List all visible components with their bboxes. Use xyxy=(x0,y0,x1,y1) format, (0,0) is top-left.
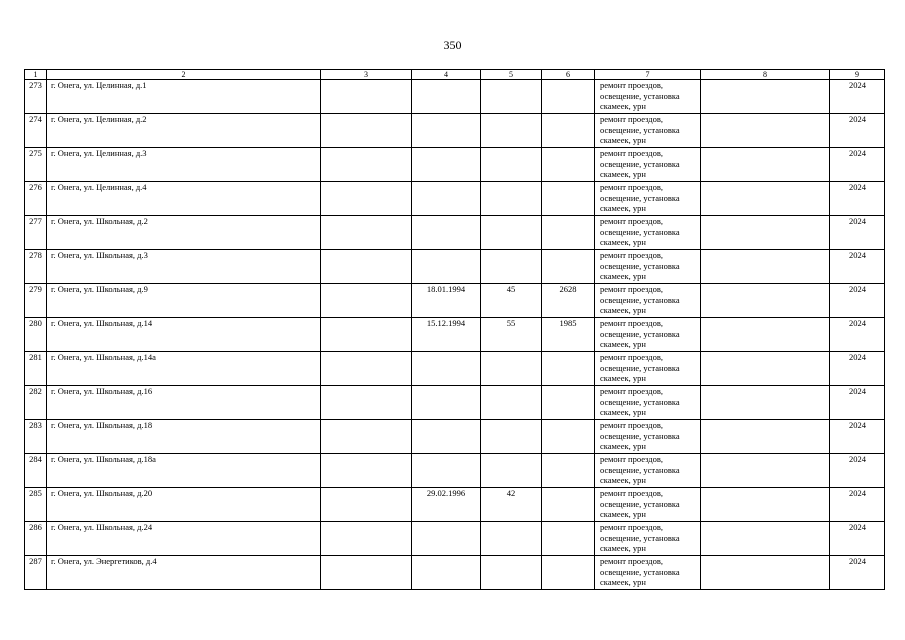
column-8-cell xyxy=(701,80,830,114)
column-6-cell xyxy=(542,250,595,284)
work-description-cell: ремонт проездов, освещение, установка скамеек, урн xyxy=(595,488,701,522)
table-row xyxy=(25,352,885,386)
column-3-cell xyxy=(321,148,412,182)
date-cell xyxy=(412,454,481,488)
date-cell: 18.01.1994 xyxy=(412,284,481,318)
work-description-cell: ремонт проездов, освещение, установка скамеек, урн xyxy=(595,148,701,182)
work-description-cell: ремонт проездов, освещение, установка скамеек, урн xyxy=(595,420,701,454)
year-cell: 2024 xyxy=(830,386,885,420)
year-cell: 2024 xyxy=(830,250,885,284)
date-cell xyxy=(412,352,481,386)
work-description-cell: ремонт проездов, освещение, установка скамеек, урн xyxy=(595,352,701,386)
column-8-cell xyxy=(701,284,830,318)
column-5-cell xyxy=(481,352,542,386)
column-header: 1 xyxy=(25,70,47,80)
row-number: 277 xyxy=(25,216,47,250)
column-8-cell xyxy=(701,182,830,216)
column-header: 2 xyxy=(47,70,321,80)
column-5-cell xyxy=(481,522,542,556)
column-5-cell xyxy=(481,182,542,216)
table-row xyxy=(25,216,885,250)
row-number: 280 xyxy=(25,318,47,352)
column-header: 6 xyxy=(542,70,595,80)
work-description-cell: ремонт проездов, освещение, установка скамеек, урн xyxy=(595,114,701,148)
table-row xyxy=(25,182,885,216)
row-number: 273 xyxy=(25,80,47,114)
date-cell: 29.02.1996 xyxy=(412,488,481,522)
column-8-cell xyxy=(701,318,830,352)
column-5-cell: 45 xyxy=(481,284,542,318)
date-cell: 15.12.1994 xyxy=(412,318,481,352)
column-3-cell xyxy=(321,352,412,386)
header-row xyxy=(25,70,885,80)
work-description-cell: ремонт проездов, освещение, установка скамеек, урн xyxy=(595,80,701,114)
address-cell: г. Онега, ул. Школьная, д.3 xyxy=(47,250,321,284)
column-6-cell xyxy=(542,352,595,386)
table-row xyxy=(25,80,885,114)
column-5-cell xyxy=(481,420,542,454)
address-cell: г. Онега, ул. Школьная, д.24 xyxy=(47,522,321,556)
date-cell xyxy=(412,250,481,284)
address-cell: г. Онега, ул. Школьная, д.14а xyxy=(47,352,321,386)
address-cell: г. Онега, ул. Целинная, д.3 xyxy=(47,148,321,182)
column-6-cell xyxy=(542,114,595,148)
column-3-cell xyxy=(321,522,412,556)
table-row xyxy=(25,284,885,318)
table-row xyxy=(25,522,885,556)
row-number: 285 xyxy=(25,488,47,522)
column-3-cell xyxy=(321,284,412,318)
year-cell: 2024 xyxy=(830,80,885,114)
row-number: 287 xyxy=(25,556,47,590)
column-6-cell xyxy=(542,522,595,556)
column-3-cell xyxy=(321,250,412,284)
date-cell xyxy=(412,386,481,420)
work-description-cell: ремонт проездов, освещение, установка скамеек, урн xyxy=(595,522,701,556)
column-8-cell xyxy=(701,488,830,522)
year-cell: 2024 xyxy=(830,454,885,488)
address-cell: г. Онега, ул. Целинная, д.4 xyxy=(47,182,321,216)
column-5-cell xyxy=(481,114,542,148)
year-cell: 2024 xyxy=(830,352,885,386)
row-number: 281 xyxy=(25,352,47,386)
work-description-cell: ремонт проездов, освещение, установка скамеек, урн xyxy=(595,454,701,488)
column-5-cell: 42 xyxy=(481,488,542,522)
date-cell xyxy=(412,80,481,114)
date-cell xyxy=(412,182,481,216)
date-cell xyxy=(412,148,481,182)
date-cell xyxy=(412,556,481,590)
column-6-cell xyxy=(542,80,595,114)
address-cell: г. Онега, ул. Школьная, д.14 xyxy=(47,318,321,352)
table-row xyxy=(25,114,885,148)
table-row xyxy=(25,454,885,488)
year-cell: 2024 xyxy=(830,216,885,250)
column-header: 9 xyxy=(830,70,885,80)
address-cell: г. Онега, ул. Энергетиков, д.4 xyxy=(47,556,321,590)
page-number: 350 xyxy=(443,38,462,52)
work-description-cell: ремонт проездов, освещение, установка скамеек, урн xyxy=(595,182,701,216)
year-cell: 2024 xyxy=(830,420,885,454)
year-cell: 2024 xyxy=(830,284,885,318)
work-description-cell: ремонт проездов, освещение, установка скамеек, урн xyxy=(595,284,701,318)
column-6-cell xyxy=(542,148,595,182)
column-8-cell xyxy=(701,454,830,488)
column-header: 7 xyxy=(595,70,701,80)
row-number: 284 xyxy=(25,454,47,488)
column-8-cell xyxy=(701,352,830,386)
column-header: 4 xyxy=(412,70,481,80)
address-cell: г. Онега, ул. Школьная, д.16 xyxy=(47,386,321,420)
address-cell: г. Онега, ул. Целинная, д.1 xyxy=(47,80,321,114)
column-6-cell: 2628 xyxy=(542,284,595,318)
year-cell: 2024 xyxy=(830,556,885,590)
column-header: 3 xyxy=(321,70,412,80)
data-table xyxy=(24,69,885,590)
table-row xyxy=(25,556,885,590)
column-8-cell xyxy=(701,216,830,250)
column-3-cell xyxy=(321,318,412,352)
column-6-cell xyxy=(542,386,595,420)
table-row xyxy=(25,420,885,454)
column-3-cell xyxy=(321,556,412,590)
date-cell xyxy=(412,522,481,556)
row-number: 276 xyxy=(25,182,47,216)
column-5-cell xyxy=(481,216,542,250)
date-cell xyxy=(412,420,481,454)
column-3-cell xyxy=(321,114,412,148)
year-cell: 2024 xyxy=(830,522,885,556)
column-5-cell xyxy=(481,250,542,284)
work-description-cell: ремонт проездов, освещение, установка скамеек, урн xyxy=(595,250,701,284)
row-number: 274 xyxy=(25,114,47,148)
address-cell: г. Онега, ул. Школьная, д.18 xyxy=(47,420,321,454)
column-header: 5 xyxy=(481,70,542,80)
column-8-cell xyxy=(701,420,830,454)
column-3-cell xyxy=(321,386,412,420)
year-cell: 2024 xyxy=(830,114,885,148)
column-3-cell xyxy=(321,454,412,488)
work-description-cell: ремонт проездов, освещение, установка скамеек, урн xyxy=(595,386,701,420)
work-description-cell: ремонт проездов, освещение, установка скамеек, урн xyxy=(595,216,701,250)
column-6-cell xyxy=(542,454,595,488)
table-row xyxy=(25,250,885,284)
column-3-cell xyxy=(321,216,412,250)
column-3-cell xyxy=(321,182,412,216)
date-cell xyxy=(412,216,481,250)
column-8-cell xyxy=(701,522,830,556)
column-5-cell xyxy=(481,454,542,488)
address-cell: г. Онега, ул. Целинная, д.2 xyxy=(47,114,321,148)
year-cell: 2024 xyxy=(830,148,885,182)
column-8-cell xyxy=(701,386,830,420)
table-row xyxy=(25,488,885,522)
column-6-cell xyxy=(542,216,595,250)
column-6-cell: 1985 xyxy=(542,318,595,352)
date-cell xyxy=(412,114,481,148)
year-cell: 2024 xyxy=(830,318,885,352)
table-row xyxy=(25,318,885,352)
column-5-cell xyxy=(481,556,542,590)
address-cell: г. Онега, ул. Школьная, д.20 xyxy=(47,488,321,522)
column-5-cell xyxy=(481,386,542,420)
row-number: 286 xyxy=(25,522,47,556)
row-number: 278 xyxy=(25,250,47,284)
column-6-cell xyxy=(542,488,595,522)
column-8-cell xyxy=(701,114,830,148)
address-cell: г. Онега, ул. Школьная, д.18а xyxy=(47,454,321,488)
table-row xyxy=(25,386,885,420)
work-description-cell: ремонт проездов, освещение, установка скамеек, урн xyxy=(595,318,701,352)
column-3-cell xyxy=(321,420,412,454)
row-number: 283 xyxy=(25,420,47,454)
column-3-cell xyxy=(321,488,412,522)
column-6-cell xyxy=(542,556,595,590)
column-5-cell xyxy=(481,148,542,182)
table-row xyxy=(25,148,885,182)
column-8-cell xyxy=(701,556,830,590)
column-6-cell xyxy=(542,182,595,216)
row-number: 275 xyxy=(25,148,47,182)
column-3-cell xyxy=(321,80,412,114)
year-cell: 2024 xyxy=(830,182,885,216)
column-header: 8 xyxy=(701,70,830,80)
year-cell: 2024 xyxy=(830,488,885,522)
column-6-cell xyxy=(542,420,595,454)
column-5-cell xyxy=(481,80,542,114)
address-cell: г. Онега, ул. Школьная, д.2 xyxy=(47,216,321,250)
column-5-cell: 55 xyxy=(481,318,542,352)
row-number: 282 xyxy=(25,386,47,420)
row-number: 279 xyxy=(25,284,47,318)
column-8-cell xyxy=(701,148,830,182)
column-8-cell xyxy=(701,250,830,284)
work-description-cell: ремонт проездов, освещение, установка скамеек, урн xyxy=(595,556,701,590)
address-cell: г. Онега, ул. Школьная, д.9 xyxy=(47,284,321,318)
